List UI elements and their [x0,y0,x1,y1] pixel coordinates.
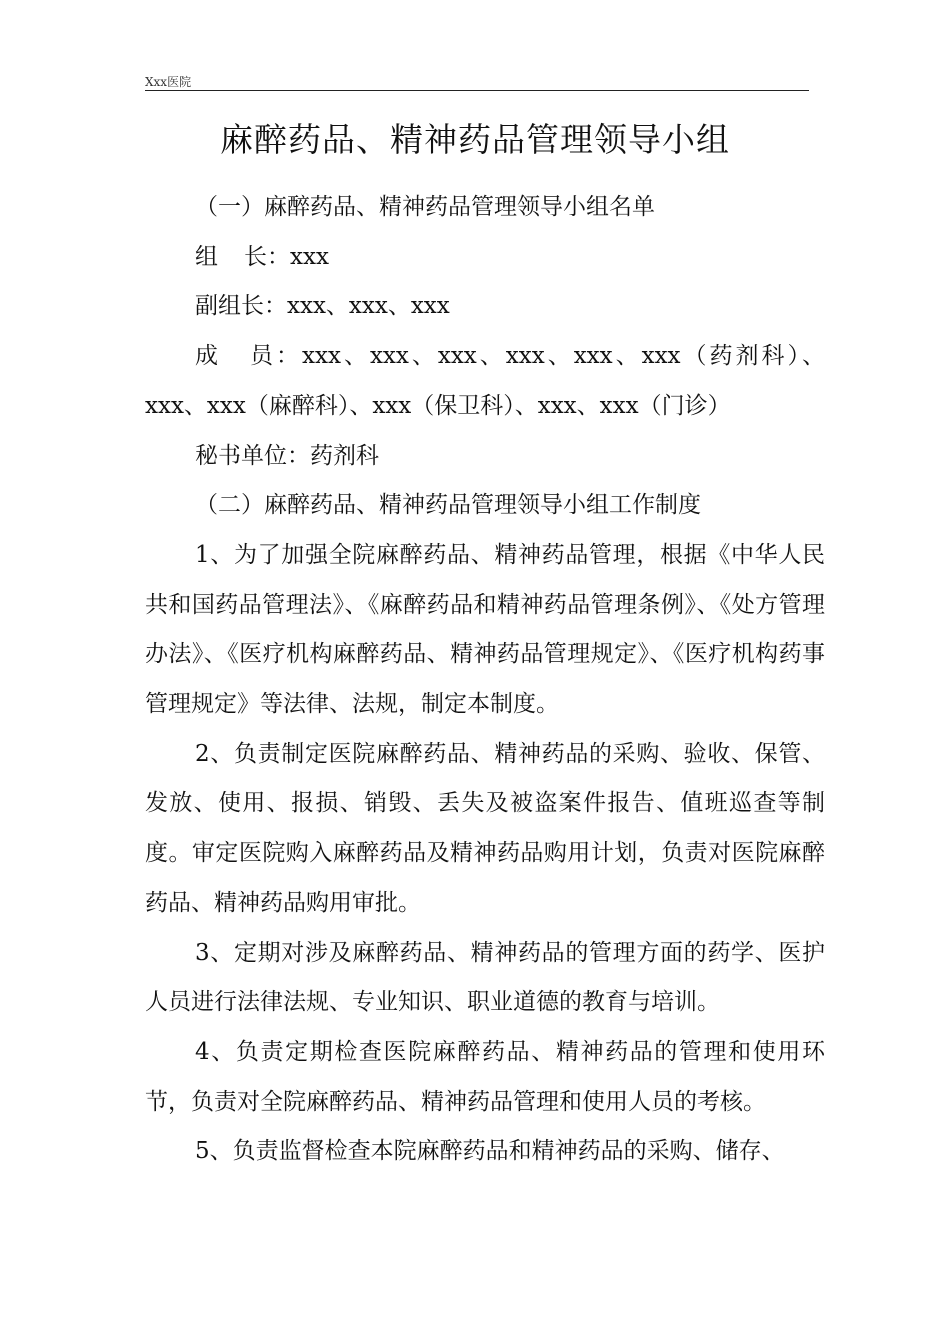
rule-paragraph-4: 4、负责定期检查医院麻醉药品、精神药品的管理和使用环节，负责对全院麻醉药品、精神药品管理和使用人员的考核。 [145,1038,825,1115]
rule-paragraph-5: 5、负责监督检查本院麻醉药品和精神药品的采购、储存、 [195,1138,785,1165]
document-body [145,183,825,1177]
leader-line [145,233,825,283]
vice-value: xxx、xxx、xxx [287,293,450,320]
header-hospital-name: Xxx医院 [145,75,192,89]
leader-label-a: 组 [195,243,218,270]
members-value: xxx、xxx、xxx、xxx、xxx、xxx（药剂科）、xxx、xxx（麻醉科）、xxx（保卫科）、xxx、xxx（门诊） [145,343,826,419]
vice-leader-line [145,282,825,332]
members-label-a: 成 [195,343,222,370]
document-title: 麻醉药品、精神药品管理领导小组 [220,120,730,159]
secretary-value: 药剂科 [310,442,379,469]
secretary-label: 秘书单位： [195,442,310,469]
list-heading: （一）麻醉药品、精神药品管理领导小组名单 [195,194,655,220]
leader-label-b: 长： [244,243,290,270]
rule-paragraph-3: 3、定期对涉及麻醉药品、精神药品的管理方面的药学、医护人员进行法律法规、专业知识、职业道德的教育与培训。 [145,939,825,1016]
leader-value: xxx [290,243,329,270]
members-label-b: 员： [247,343,303,370]
members-line [145,332,825,431]
rules-heading: （二）麻醉药品、精神药品管理领导小组工作制度 [195,492,701,519]
secretary-line [145,432,825,482]
rule-paragraph-1: 1、为了加强全院麻醉药品、精神药品管理，根据《中华人民共和国药品管理法》、《麻醉药品和精神药品管理条例》、《处方管理办法》、《医疗机构麻醉药品、精神药品管理规定》、《医疗机构药事管理规定》等法律、法规，制定本制度。 [145,541,825,718]
page-header [145,72,809,91]
rule-paragraph-2: 2、负责制定医院麻醉药品、精神药品的采购、验收、保管、发放、使用、报损、销毁、丢失及被盗案件报告、值班巡查等制度。审定医院购入麻醉药品及精神药品购用计划，负责对医院麻醉药品、精神药品购用审批。 [145,740,825,916]
vice-label: 副组长： [195,293,287,320]
